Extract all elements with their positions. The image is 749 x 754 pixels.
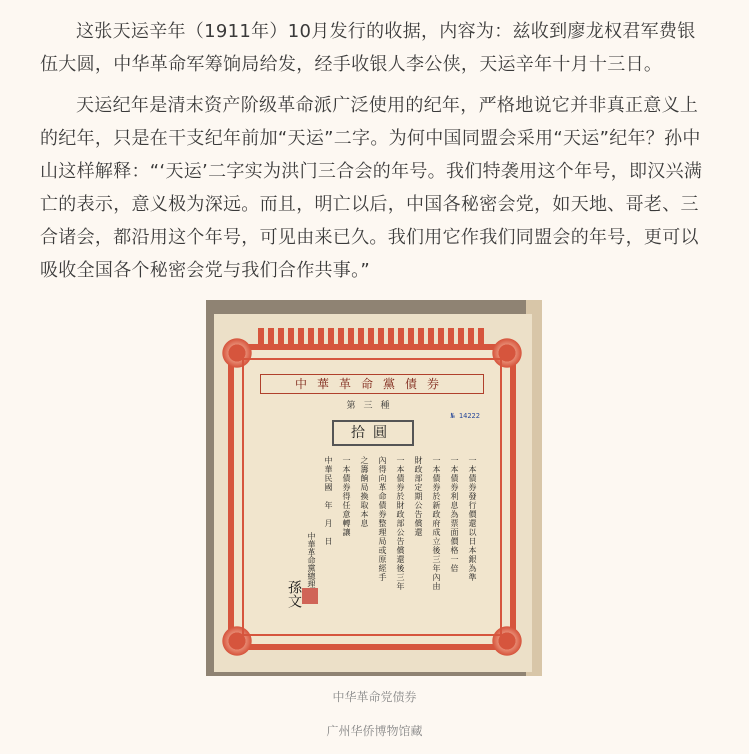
bond-document — [214, 314, 532, 672]
bond-date-line: 中華民國 年 月 日 — [324, 456, 333, 546]
bond-term-line: 一本債券於新政府成立後三年內由 — [432, 456, 441, 591]
image-source: 广州华侨博物馆藏 — [326, 724, 423, 738]
bond-term-line: 一本債券利息為票面價格一倍 — [450, 456, 459, 573]
bond-term-line: 一本債券於財政部公告償還後三年 — [396, 456, 405, 591]
bond-ornament — [258, 328, 486, 344]
paragraph-tianyun-era: 天运纪年是清末资产阶级革命派广泛使用的纪年，严格地说它并非真正意义上的纪年，只是在干支纪年前加“天运”二字。为何中国同盟会采用“天运”纪年？孙中山这样解释：“‘天运’二字实为洪门三合会的年号。我们特袭用这个年号，即汉兴满亡的表示，意义极为深远。而且，明亡以后，中国各秘密会党，如天地、哥老、三合诸会，都沿用这个年号，可见由来已久。我们用它作我们同盟会的年号，更可以吸收全国各个秘密会党与我们合作共事。” — [40, 95, 703, 281]
bond-frame — [228, 344, 516, 650]
bond-signer: 中華革命黨總理 — [307, 532, 316, 588]
bond-term-line: 之籌餉局換取本息 — [360, 456, 369, 528]
paragraph-receipt: 这张天运辛年（1911年）10月发行的收据，内容为：兹收到廖龙权君军费银伍大圆，中华革命军筹饷局给发，经手收银人李公侠，天运辛年十月十三日。 — [40, 21, 696, 75]
bond-term-line: 財政部定期公告償還 — [414, 456, 423, 537]
bond-photo[interactable] — [206, 300, 542, 676]
bond-serial: № 14222 — [450, 412, 480, 420]
seal-stamp — [302, 588, 318, 604]
bond-term-line: 一本債券發行價還以日本銀為準 — [468, 456, 477, 582]
bond-title: 中華革命黨債券 — [260, 374, 484, 394]
bond-inner-frame — [242, 358, 502, 636]
image-caption: 中华革命党债券 — [332, 690, 417, 704]
bond-term-line: 內得向革命債券整理局或原經手 — [378, 456, 387, 582]
bond-grade: 第三種 — [346, 401, 398, 411]
bond-term-line: 一本債券得任意轉讓 — [342, 456, 351, 537]
bond-amount: 拾圓 — [332, 420, 414, 446]
bond-signature: 孫文 — [286, 580, 302, 608]
